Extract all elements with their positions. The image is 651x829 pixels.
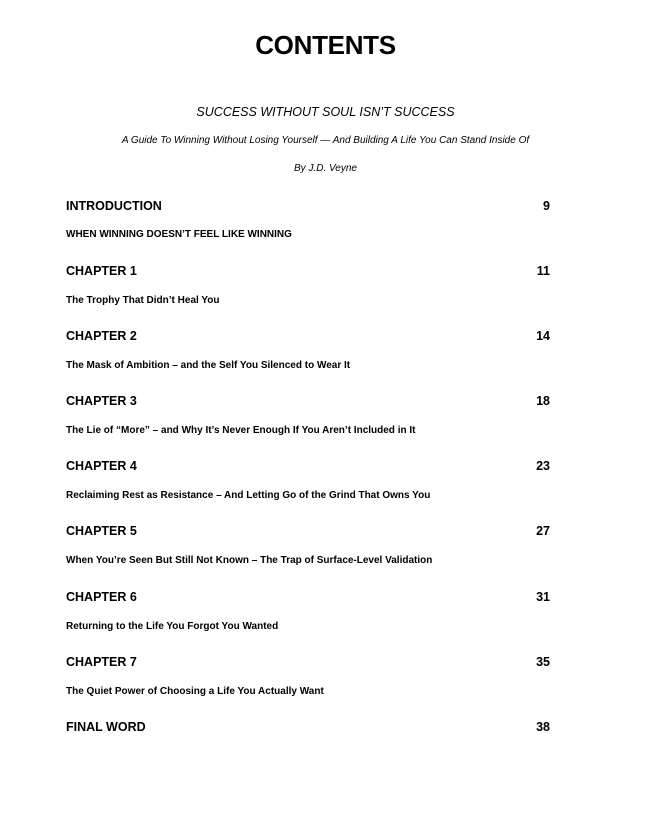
toc-entry-final-word[interactable] (66, 720, 550, 736)
toc-entry-subtitle: When You’re Seen But Still Not Known – The Trap of Surface-Level Validation (66, 555, 433, 566)
toc-entry-introduction[interactable] (66, 199, 550, 240)
toc-entry-chapter-1[interactable] (66, 264, 550, 306)
toc-entry-chapter-5[interactable] (66, 524, 550, 566)
toc-entry-page-number: 38 (536, 720, 550, 734)
toc-entry-chapter-7[interactable] (66, 655, 550, 697)
toc-entry-label: CHAPTER 1 (66, 264, 137, 278)
book-author: By J.D. Veyne (294, 163, 357, 174)
toc-entry-subtitle: The Lie of “More” – and Why It’s Never Enough If You Aren’t Included in It (66, 425, 416, 436)
toc-entry-chapter-2[interactable] (66, 329, 550, 371)
toc-entry-page-number: 14 (536, 329, 550, 343)
toc-entry-page-number: 27 (536, 524, 550, 538)
toc-entry-chapter-3[interactable] (66, 394, 550, 436)
toc-entry-page-number: 35 (536, 655, 550, 669)
toc-entry-page-number: 23 (536, 459, 550, 473)
toc-entry-label: CHAPTER 6 (66, 590, 137, 604)
toc-entry-subtitle: The Trophy That Didn’t Heal You (66, 295, 220, 306)
toc-entry-label: CHAPTER 4 (66, 459, 137, 473)
toc-entry-label: CHAPTER 3 (66, 394, 137, 408)
toc-entry-subtitle: Returning to the Life You Forgot You Wanted (66, 621, 279, 632)
toc-entry-subtitle: The Quiet Power of Choosing a Life You Actually Want (66, 686, 324, 697)
toc-entry-subtitle: The Mask of Ambition – and the Self You Silenced to Wear It (66, 360, 351, 371)
book-title: SUCCESS WITHOUT SOUL ISN’T SUCCESS (196, 105, 455, 119)
toc-entry-page-number: 31 (536, 590, 550, 604)
toc-entry-label: INTRODUCTION (66, 199, 162, 213)
toc-entry-chapter-6[interactable] (66, 590, 550, 632)
toc-entry-subtitle: Reclaiming Rest as Resistance – And Letting Go of the Grind That Owns You (66, 490, 431, 501)
toc-entry-label: CHAPTER 5 (66, 524, 137, 538)
toc-entry-label: CHAPTER 7 (66, 655, 137, 669)
toc-entry-chapter-4[interactable] (66, 459, 550, 501)
toc-entry-label: FINAL WORD (66, 720, 146, 734)
contents-heading: CONTENTS (255, 30, 396, 60)
toc-entry-page-number: 18 (536, 394, 550, 408)
book-tagline: A Guide To Winning Without Losing Yourself — And Building A Life You Can Stand Inside Of (121, 135, 530, 146)
toc-entry-subtitle: WHEN WINNING DOESN’T FEEL LIKE WINNING (66, 229, 292, 240)
toc-entry-label: CHAPTER 2 (66, 329, 137, 343)
toc-entry-page-number: 11 (536, 264, 550, 278)
toc-entry-page-number: 9 (543, 199, 550, 213)
